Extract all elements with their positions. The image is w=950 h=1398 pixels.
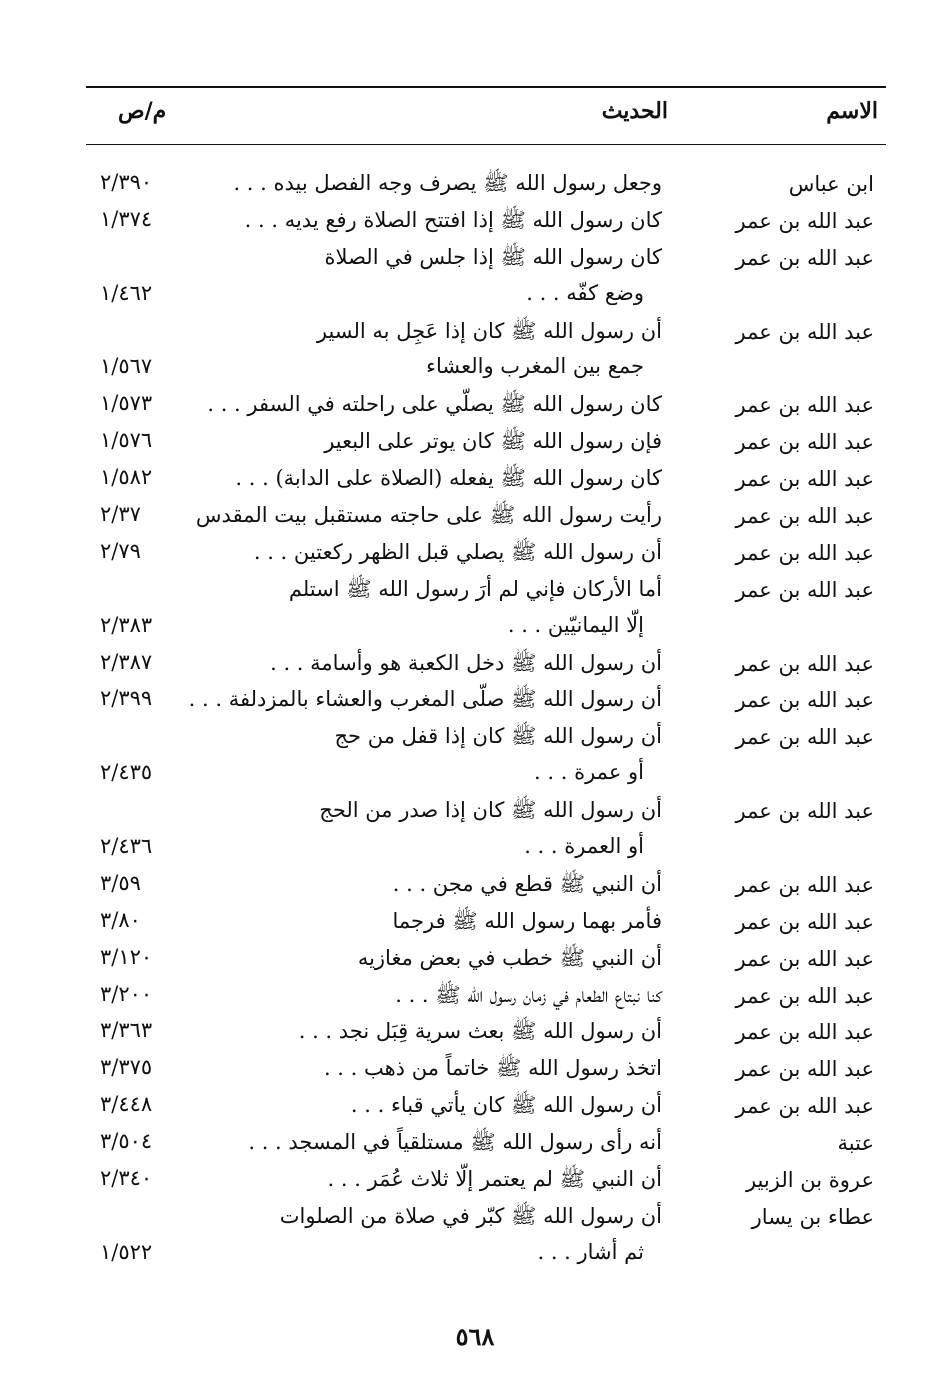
narrator-name: عبد الله بن عمر: [735, 577, 874, 602]
narrator-name: عبد الله بن عمر: [735, 1020, 874, 1045]
volume-page-ref: ١/٣٧٤: [100, 206, 153, 231]
hadith-text: أن النبي ﷺ خطب في بعض مغازيه: [357, 945, 662, 970]
table-row: [0, 279, 950, 316]
hadith-text: أن رسول الله ﷺ كان إذا قفل من حج: [334, 724, 662, 749]
narrator-name: عبد الله بن عمر: [735, 725, 874, 750]
volume-page-ref: ٢/٣٨٧: [100, 649, 153, 674]
table-row: [0, 980, 950, 1017]
hadith-text: رأيت رسول الله ﷺ على حاجته مستقبل بيت المقدس: [195, 503, 662, 528]
hadith-text: كان رسول الله ﷺ إذا جلس في الصلاة: [324, 244, 662, 269]
hadith-text: أن رسول الله ﷺ دخل الكعبة هو وأسامة . . .: [270, 650, 662, 675]
narrator-name: عبد الله بن عمر: [735, 319, 874, 344]
hadith-text: كان رسول الله ﷺ إذا افتتح الصلاة رفع يديه . . .: [244, 207, 662, 232]
hadith-text: أن النبي ﷺ لم يعتمر إلّا ثلاث عُمَر . . .: [327, 1167, 662, 1192]
top-rule: [86, 86, 886, 88]
table-row: [0, 316, 950, 353]
narrator-name: عبد الله بن عمر: [735, 430, 874, 455]
table-row: [0, 242, 950, 279]
narrator-name: عبد الله بن عمر: [735, 651, 874, 676]
table-row: [0, 574, 950, 611]
table-row: [0, 205, 950, 242]
volume-page-ref: ٢/٣٧: [100, 502, 141, 527]
table-row: [0, 1164, 950, 1201]
hadith-text: فإن رسول الله ﷺ كان يوتر على البعير: [324, 429, 662, 454]
narrator-name: ابن عباس: [788, 172, 874, 196]
volume-page-ref: ١/٥٦٧: [100, 354, 153, 379]
hadith-text: أو عمرة . . .: [534, 760, 644, 785]
volume-page-ref: ٢/٣٨٣: [100, 612, 153, 637]
narrator-name: عبد الله بن عمر: [735, 1057, 874, 1082]
hadith-text: أن رسول الله ﷺ صلّى المغرب والعشاء بالمزدلفة . . .: [188, 687, 662, 712]
hadith-text: أن رسول الله ﷺ كان يأتي قباء . . .: [350, 1093, 662, 1118]
table-row: [0, 795, 950, 832]
volume-page-ref: ١/٥٢٢: [100, 1239, 153, 1264]
volume-page-ref: ٢/٤٣٥: [100, 760, 153, 785]
table-row: [0, 1127, 950, 1164]
hadith-text: أن رسول الله ﷺ بعث سرية قِبَل نجد . . .: [298, 1019, 662, 1044]
table-row: [0, 611, 950, 648]
hadith-text: كان رسول الله ﷺ يصلّي على راحلته في السفر . . .: [207, 392, 662, 417]
volume-page-ref: ٢/٧٩: [100, 538, 141, 563]
volume-page-ref: ١/٥٧٣: [100, 391, 153, 416]
table-row: [0, 537, 950, 574]
volume-page-ref: ٢/٣٩٩: [100, 686, 153, 711]
table-row: [0, 352, 950, 389]
narrator-name: عطاء بن يسار: [751, 1204, 874, 1229]
table-row: [0, 758, 950, 795]
header-ref: م/ص: [118, 98, 167, 124]
volume-page-ref: ٢/٣٩٠: [100, 170, 153, 194]
volume-page-ref: ٣/١٢٠: [100, 944, 153, 969]
table-row: [0, 168, 950, 205]
narrator-name: عبد الله بن عمر: [735, 208, 874, 233]
hadith-text: أن رسول الله ﷺ يصلي قبل الظهر ركعتين . . .: [253, 539, 662, 564]
narrator-name: عبد الله بن عمر: [735, 393, 874, 418]
narrator-name: عتبة: [837, 1131, 874, 1156]
hadith-text: جمع بين المغرب والعشاء: [426, 354, 644, 379]
narrator-name: عبد الله بن عمر: [735, 872, 874, 897]
table-row: [0, 1238, 950, 1275]
narrator-name: عبد الله بن عمر: [735, 540, 874, 565]
narrator-name: عبد الله بن عمر: [735, 946, 874, 971]
narrator-name: عبد الله بن عمر: [735, 799, 874, 824]
narrator-name: عبد الله بن عمر: [735, 504, 874, 529]
volume-page-ref: ٢/٣٤٠: [100, 1166, 153, 1191]
hadith-text: اتخذ رسول الله ﷺ خاتماً من ذهب . . .: [323, 1056, 662, 1081]
hadith-text: أن رسول الله ﷺ كبّر في صلاة من الصلوات: [279, 1203, 662, 1228]
table-row: [0, 426, 950, 463]
table-row: [0, 684, 950, 721]
volume-page-ref: ٣/٣٦٣: [100, 1018, 153, 1043]
hadith-text: وضع كفّه . . .: [526, 280, 644, 305]
volume-page-ref: ٣/٤٤٨: [100, 1092, 153, 1117]
narrator-name: عروة بن الزبير: [745, 1168, 874, 1193]
hadith-text: وجعل رسول الله ﷺ يصرف وجه الفصل بيده . . .: [233, 171, 662, 195]
index-table: [0, 168, 950, 1275]
narrator-name: عبد الله بن عمر: [735, 245, 874, 270]
hadith-text: أن النبي ﷺ قطع في مجن . . .: [392, 871, 662, 896]
table-row: [0, 463, 950, 500]
volume-page-ref: ٣/٢٠٠: [100, 981, 153, 1006]
table-row: [0, 943, 950, 980]
header-hadith: الحديث: [601, 98, 668, 124]
hadith-text: أن رسول الله ﷺ كان إذا صدر من الحج: [319, 798, 662, 823]
table-row: [0, 832, 950, 869]
narrator-name: عبد الله بن عمر: [735, 467, 874, 492]
table-row: [0, 1201, 950, 1238]
hadith-text: فأمر بهما رسول الله ﷺ فرجما: [392, 908, 662, 933]
table-row: [0, 389, 950, 426]
hadith-text: ثم أشار . . .: [537, 1239, 644, 1264]
table-row: [0, 906, 950, 943]
hadith-text: أو العمرة . . .: [524, 834, 644, 859]
table-row: [0, 648, 950, 685]
hadith-text: أنه رأى رسول الله ﷺ مستلقياً في المسجد . . .: [248, 1130, 662, 1155]
volume-page-ref: ٣/٣٧٥: [100, 1055, 153, 1080]
hadith-text: إلّا اليمانيّين . . .: [507, 612, 644, 637]
volume-page-ref: ١/٥٨٢: [100, 465, 153, 490]
volume-page-ref: ١/٥٧٦: [100, 428, 153, 453]
volume-page-ref: ٣/٨٠: [100, 907, 141, 932]
narrator-name: عبد الله بن عمر: [735, 1094, 874, 1119]
header-rule: [86, 144, 886, 145]
page-number: ٥٦٨: [455, 1322, 495, 1351]
hadith-text: أن رسول الله ﷺ كان إذا عَجِل به السير: [316, 318, 662, 343]
hadith-text: كنا نبتاع الطعام في زمان رسول الله ﷺ . . .: [395, 982, 662, 1007]
volume-page-ref: ٣/٥٩: [100, 870, 141, 895]
header-name: الاسم: [826, 98, 878, 124]
table-row: [0, 721, 950, 758]
table-row: [0, 1016, 950, 1053]
narrator-name: عبد الله بن عمر: [735, 688, 874, 713]
table-row: [0, 500, 950, 537]
hadith-text: أما الأركان فإني لم أرَ رسول الله ﷺ استلم: [288, 576, 662, 601]
volume-page-ref: ٣/٥٠٤: [100, 1129, 153, 1154]
hadith-text: كان رسول الله ﷺ يفعله (الصلاة على الدابة) . . .: [235, 466, 662, 491]
table-row: [0, 1053, 950, 1090]
table-row: [0, 1090, 950, 1127]
narrator-name: عبد الله بن عمر: [735, 983, 874, 1008]
table-row: [0, 869, 950, 906]
narrator-name: عبد الله بن عمر: [735, 909, 874, 934]
volume-page-ref: ٢/٤٣٦: [100, 834, 153, 859]
volume-page-ref: ١/٤٦٢: [100, 280, 153, 305]
